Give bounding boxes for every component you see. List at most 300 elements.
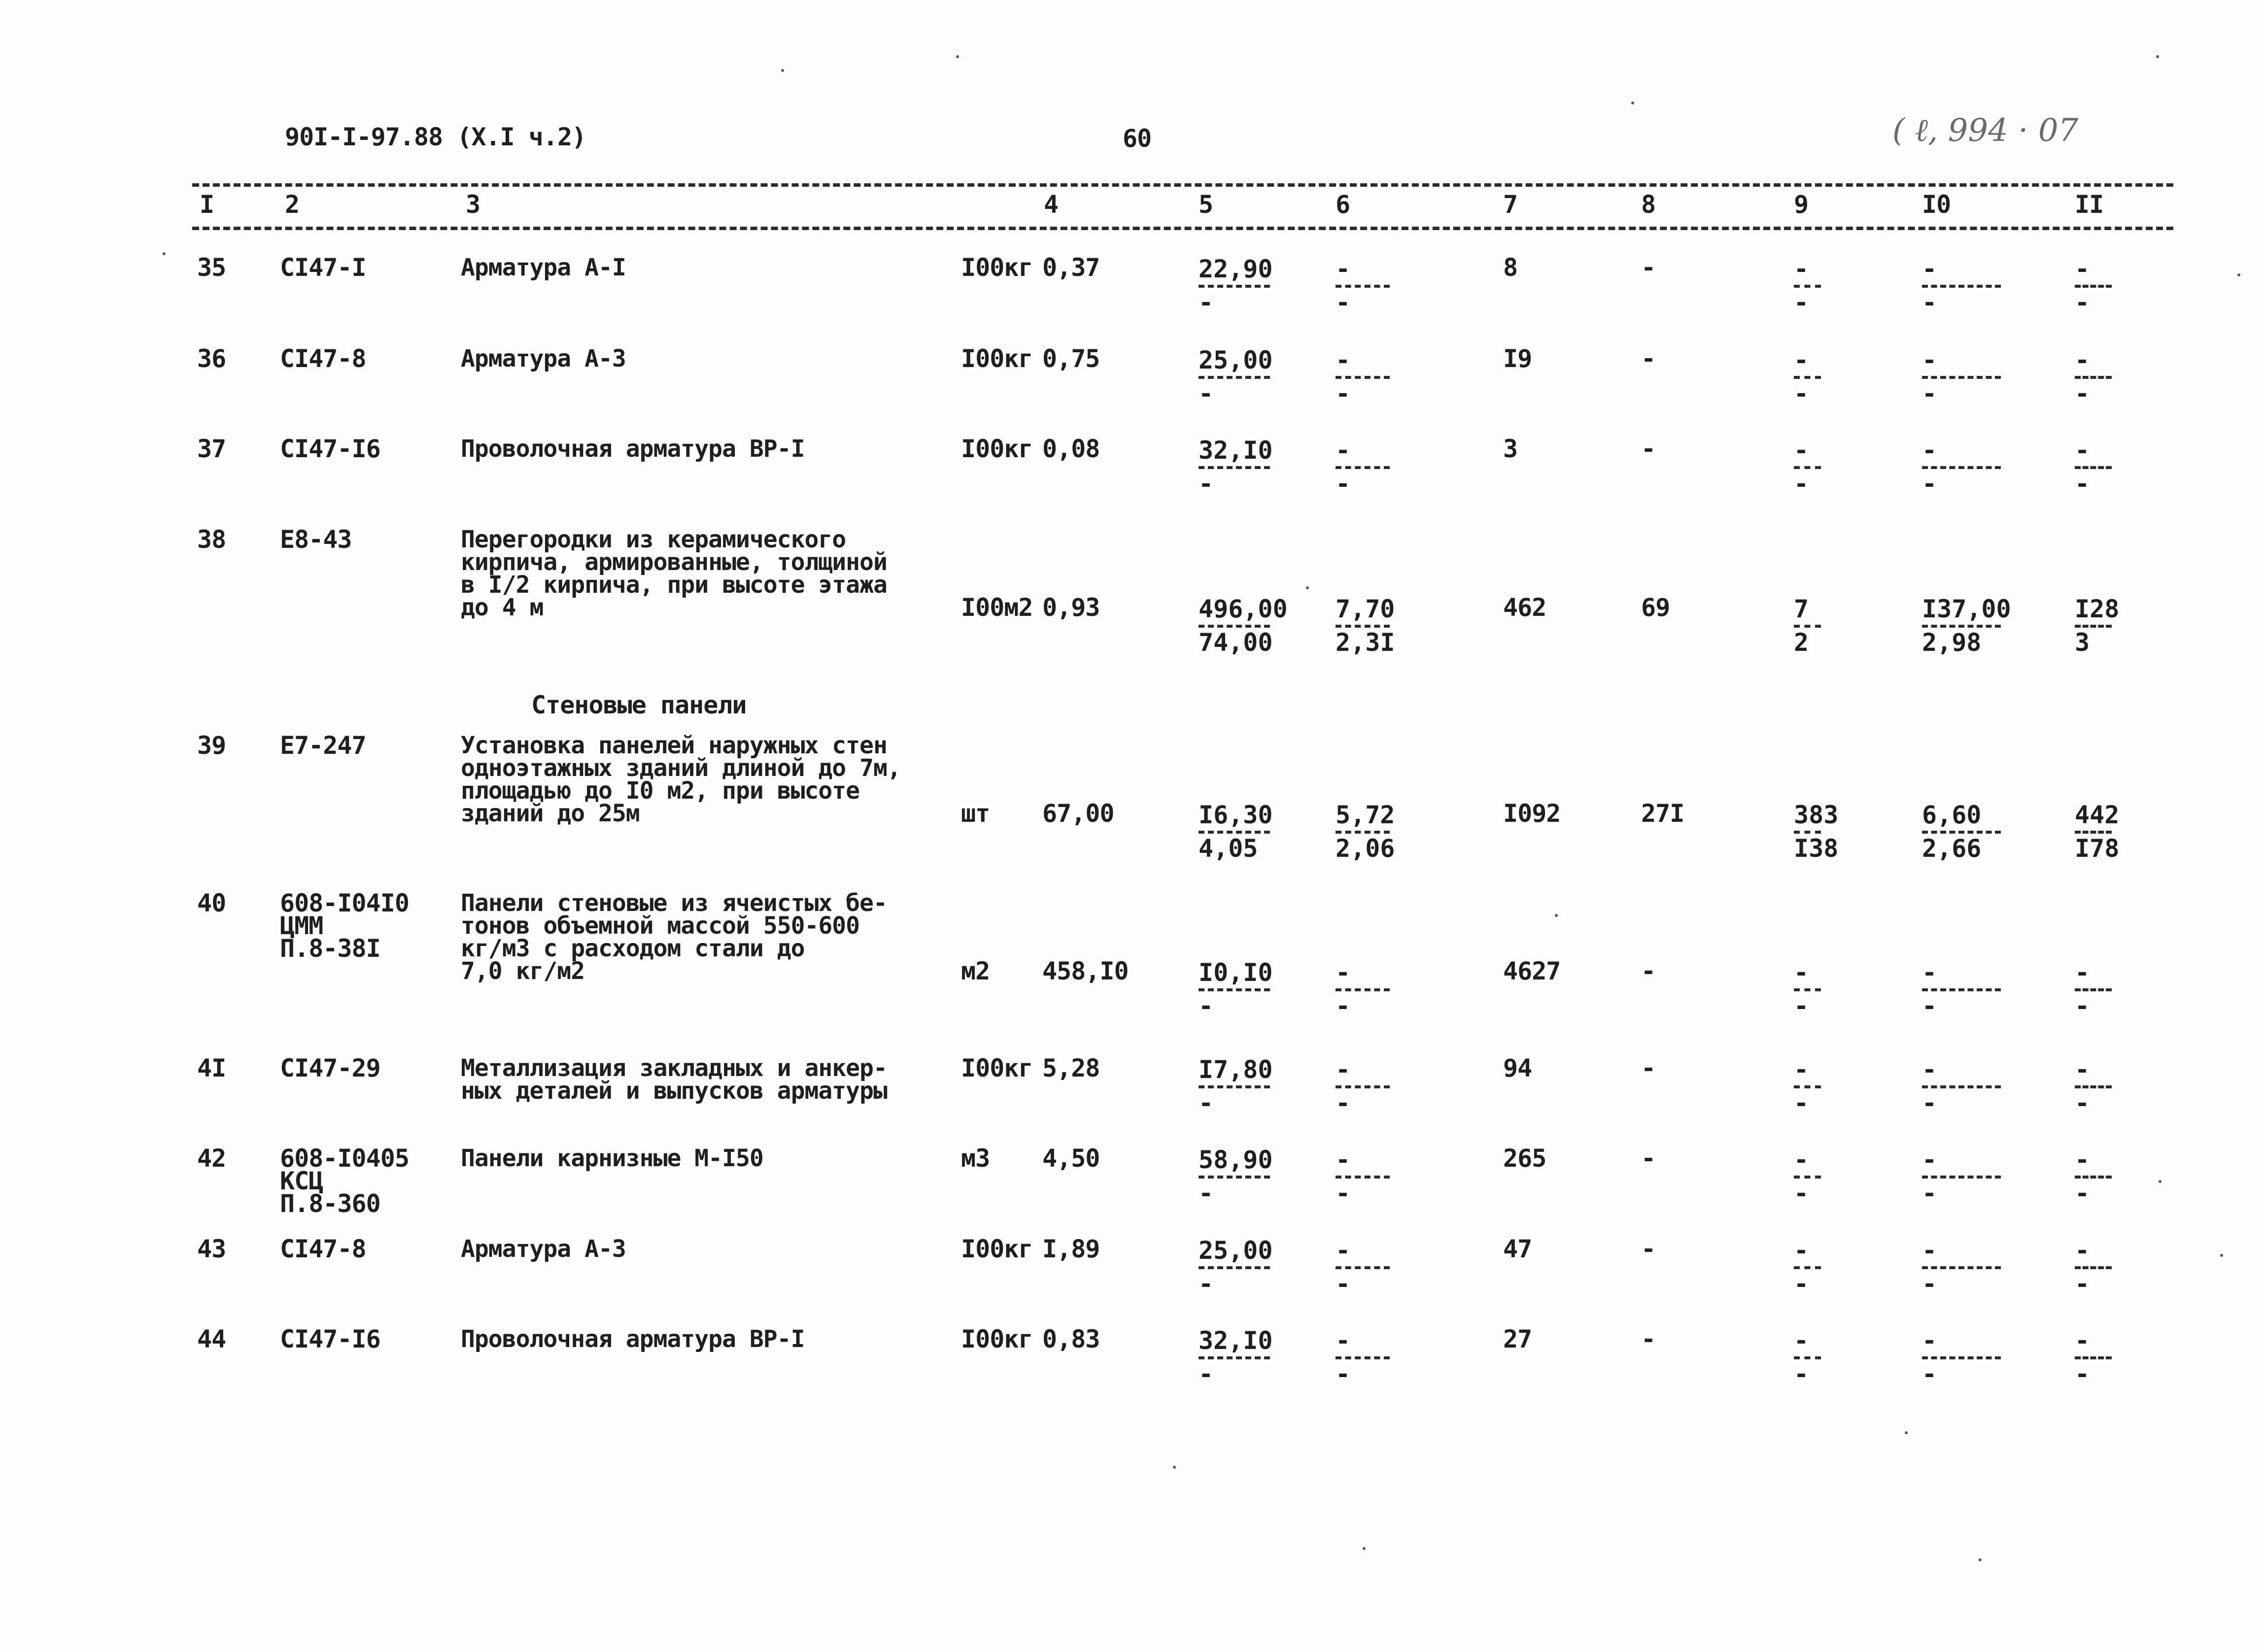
fraction-cell-c11 [2075,596,2119,655]
row-code: E7-247 [280,731,366,760]
row-number: 37 [197,435,226,463]
fraction-cell-c6 [1336,1147,1390,1206]
fraction-numerator: 32,I0 [1199,1326,1273,1355]
fraction-bar [2075,466,2112,469]
scan-speck [1363,1547,1366,1550]
fraction-numerator: 442 [2075,801,2120,829]
fraction-numerator: 383 [1794,801,1839,829]
row-quantity: 0,75 [1042,344,1100,373]
fraction-cell-c6 [1336,1328,1390,1387]
fraction-numerator: I6,30 [1199,801,1273,829]
fraction-denominator: - [1199,992,1214,1020]
fraction-bar [1922,831,2001,834]
fraction-denominator: - [2075,992,2090,1020]
fraction-bar [1199,831,1270,834]
fraction-bar [1199,1176,1270,1179]
fraction-denominator: - [1199,1270,1214,1298]
row-unit: м2 [961,957,990,985]
column-header-10: I0 [1922,190,1951,219]
column-header-5: 5 [1199,190,1213,219]
row-col8: 27I [1641,799,1684,828]
scan-speck [956,55,959,58]
fraction-bar [1794,1176,1821,1179]
fraction-bar [1922,466,2001,469]
row-col7: I9 [1503,344,1532,373]
fraction-denominator: - [1922,1179,1937,1208]
fraction-bar [1199,625,1270,628]
row-number: 39 [197,731,226,760]
row-col8: - [1641,957,1656,985]
fraction-numerator: - [1336,1055,1351,1084]
fraction-numerator: - [1794,436,1809,465]
fraction-denominator: I78 [2075,834,2120,863]
fraction-numerator: - [1336,958,1351,987]
fraction-bar [1199,988,1270,991]
fraction-denominator: - [1336,288,1351,317]
fraction-numerator: - [2075,436,2090,465]
scan-speck [1555,914,1558,917]
fraction-numerator: - [1922,1326,1937,1355]
fraction-numerator: - [1922,436,1937,465]
column-header-9: 9 [1794,190,1809,219]
fraction-denominator: - [1794,379,1809,408]
row-unit: I00кг [961,1235,1033,1263]
fraction-bar [1336,988,1390,991]
column-header-8: 8 [1641,190,1656,219]
fraction-cell-c9 [1794,438,1821,497]
fraction-numerator: 25,00 [1199,1236,1273,1265]
row-description: Металлизация закладных и анкер- ных деталей и выпусков арматуры [461,1054,887,1105]
fraction-numerator: - [1336,436,1351,465]
row-quantity: 0,08 [1042,435,1100,463]
row-col7: I092 [1503,799,1561,828]
row-number: 44 [197,1325,226,1353]
fraction-denominator: - [1199,288,1214,317]
row-quantity: 458,I0 [1042,957,1129,985]
fraction-bar [1922,1176,2001,1179]
scan-speck [2237,273,2240,276]
fraction-cell-c6 [1336,596,1395,655]
fraction-cell-c9 [1794,1238,1821,1297]
fraction-denominator: - [1199,1179,1214,1208]
fraction-cell-c11 [2075,960,2112,1019]
fraction-bar [1199,285,1270,288]
column-header-4: 4 [1044,190,1059,219]
fraction-numerator: 25,00 [1199,346,1273,374]
fraction-bar [2075,1085,2112,1088]
row-description: Арматура А-3 [461,345,626,372]
fraction-cell-c10 [1922,438,2001,497]
fraction-denominator: - [1794,1089,1809,1117]
fraction-numerator: I37,00 [1922,595,2011,623]
fraction-denominator: 2,98 [1922,628,1982,657]
row-quantity: I,89 [1042,1235,1100,1263]
row-col8: - [1641,1054,1656,1082]
fraction-denominator: - [1922,1089,1937,1117]
row-code: E8-43 [280,525,352,554]
fraction-bar [1336,1176,1390,1179]
fraction-bar [1336,1085,1390,1088]
fraction-bar [2075,1356,2112,1359]
row-col7: 462 [1503,593,1546,622]
fraction-bar [1199,1085,1270,1088]
row-col7: 8 [1503,253,1518,282]
fraction-numerator: - [1794,1326,1809,1355]
fraction-denominator: 74,00 [1199,628,1273,657]
fraction-cell-c6 [1336,802,1395,861]
fraction-bar [1794,625,1821,628]
row-col7: 94 [1503,1054,1532,1082]
column-header-3: 3 [466,190,480,219]
fraction-numerator: I0,I0 [1199,958,1273,987]
fraction-cell-c5 [1199,256,1273,315]
row-col8: 69 [1641,593,1670,622]
fraction-numerator: - [1336,1326,1351,1355]
row-code: 608-I0405 КСЦ П.8-360 [280,1144,409,1218]
fraction-numerator: - [1922,1146,1937,1174]
fraction-bar [2075,1176,2112,1179]
fraction-cell-c5 [1199,596,1288,655]
fraction-bar [1336,466,1390,469]
row-quantity: 67,00 [1042,799,1114,828]
row-quantity: 0,37 [1042,253,1100,282]
fraction-denominator: 4,05 [1199,834,1258,863]
fraction-denominator: - [2075,1270,2090,1298]
fraction-numerator: - [1336,346,1351,374]
fraction-denominator: - [1199,1089,1214,1117]
fraction-cell-c10 [1922,1328,2001,1387]
handwritten-note: ( ℓ, 994 · 07 [1892,112,2079,149]
fraction-denominator: - [1794,1179,1809,1208]
fraction-cell-c9 [1794,256,1821,315]
row-unit: I00кг [961,1325,1033,1353]
row-description: Проволочная арматура ВР-I [461,435,805,463]
page-number: 60 [1123,124,1152,153]
fraction-denominator: - [2075,1089,2090,1117]
scan-speck [1905,1431,1908,1434]
fraction-numerator: - [1794,1146,1809,1174]
fraction-numerator: - [2075,346,2090,374]
fraction-bar [1336,285,1390,288]
fraction-cell-c9 [1794,596,1821,655]
row-col8: - [1641,1144,1656,1173]
fraction-cell-c10 [1922,347,2001,406]
fraction-cell-c6 [1336,438,1390,497]
column-header-7: 7 [1503,190,1518,219]
scan-speck [1173,1466,1176,1469]
row-col7: 27 [1503,1325,1532,1353]
fraction-bar [1336,1356,1390,1359]
fraction-cell-c10 [1922,1057,2001,1116]
row-code: CI47-I [280,253,366,282]
fraction-cell-c10 [1922,596,2011,655]
fraction-bar [1922,1356,2001,1359]
fraction-cell-c5 [1199,438,1273,497]
row-unit: I00м2 [961,593,1033,622]
row-col7: 47 [1503,1235,1532,1263]
fraction-numerator: - [1922,255,1937,283]
row-description: Арматура А-I [461,254,626,281]
fraction-bar [1922,1085,2001,1088]
row-quantity: 4,50 [1042,1144,1100,1173]
row-number: 42 [197,1144,226,1173]
fraction-numerator: - [1794,1055,1809,1084]
row-col8: - [1641,1235,1656,1263]
fraction-cell-c5 [1199,802,1273,861]
fraction-bar [1336,831,1390,834]
fraction-cell-c11 [2075,1057,2112,1116]
fraction-cell-c6 [1336,960,1390,1019]
row-col8: - [1641,1325,1656,1353]
fraction-cell-c5 [1199,1147,1273,1206]
row-quantity: 5,28 [1042,1054,1100,1082]
fraction-cell-c5 [1199,1057,1273,1116]
column-header-6: 6 [1336,190,1350,219]
row-code: CI47-8 [280,1235,366,1263]
row-code: 608-I04I0 ЦММ П.8-38I [280,889,409,963]
fraction-bar [2075,625,2112,628]
fraction-cell-c9 [1794,347,1821,406]
fraction-bar [1922,625,2001,628]
fraction-numerator: - [1922,1055,1937,1084]
fraction-bar [1794,831,1821,834]
fraction-numerator: - [1922,1236,1937,1265]
row-number: 4I [197,1054,226,1082]
fraction-bar [1336,1266,1390,1269]
fraction-bar [2075,831,2112,834]
fraction-cell-c6 [1336,1238,1390,1297]
row-description: Арматура А-3 [461,1235,626,1263]
fraction-denominator: 2 [1794,628,1809,657]
fraction-numerator: - [1794,1236,1809,1265]
fraction-numerator: 22,90 [1199,255,1273,283]
fraction-cell-c11 [2075,1328,2112,1387]
row-code: CI47-29 [280,1054,380,1082]
fraction-cell-c11 [2075,438,2112,497]
fraction-denominator: 2,3I [1336,628,1395,657]
row-description: Панели стеновые из ячеистых бе- тонов объемной массой 550-600 кг/м3 с расходом стали до 7,0 кг/м2 [461,889,887,985]
fraction-cell-c10 [1922,1147,2001,1206]
fraction-numerator: - [2075,958,2090,987]
fraction-cell-c5 [1199,347,1273,406]
row-code: CI47-8 [280,344,366,373]
fraction-numerator: - [1336,1236,1351,1265]
scan-speck [163,252,166,255]
fraction-bar [1794,1266,1821,1269]
fraction-cell-c9 [1794,802,1838,861]
fraction-cell-c10 [1922,802,2001,861]
fraction-bar [2075,376,2112,379]
fraction-bar [2075,1266,2112,1269]
header-rule-top [192,183,2173,187]
row-unit: I00кг [961,253,1033,282]
column-header-1: I [200,190,214,219]
row-description: Установка панелей наружных стен одноэтажных зданий длиной до 7м, площадью до I0 м2, при высоте зданий до 25м [461,732,901,827]
fraction-denominator: - [1336,1270,1351,1298]
fraction-numerator: - [2075,1326,2090,1355]
row-description: Панели карнизные М-I50 [461,1145,763,1172]
row-col8: - [1641,253,1656,282]
fraction-numerator: - [2075,255,2090,283]
fraction-numerator: - [1922,958,1937,987]
fraction-cell-c9 [1794,1328,1821,1387]
fraction-numerator: - [1336,255,1351,283]
fraction-denominator: 2,06 [1336,834,1395,863]
fraction-denominator: 3 [2075,628,2090,657]
fraction-bar [1336,625,1390,628]
fraction-denominator: - [1922,288,1937,317]
fraction-cell-c5 [1199,1328,1273,1387]
fraction-bar [1199,1356,1270,1359]
fraction-bar [1922,285,2001,288]
scan-speck [1631,101,1634,104]
fraction-bar [1922,1266,2001,1269]
fraction-bar [1922,988,2001,991]
row-description: Проволочная арматура ВР-I [461,1325,805,1353]
fraction-denominator: - [1336,992,1351,1020]
fraction-numerator: - [1794,958,1809,987]
fraction-denominator: - [1922,379,1937,408]
row-col7: 4627 [1503,957,1561,985]
fraction-numerator: - [1794,346,1809,374]
fraction-numerator: 496,00 [1199,595,1288,623]
fraction-denominator: - [1336,470,1351,498]
fraction-denominator: - [1336,1179,1351,1208]
fraction-numerator: I7,80 [1199,1055,1273,1084]
fraction-cell-c5 [1199,1238,1273,1297]
fraction-cell-c5 [1199,960,1273,1019]
fraction-denominator: - [2075,288,2090,317]
fraction-denominator: - [2075,1360,2090,1388]
fraction-cell-c10 [1922,1238,2001,1297]
fraction-denominator: - [1922,1270,1937,1298]
fraction-numerator: 6,60 [1922,801,1982,829]
row-col8: - [1641,435,1656,463]
row-number: 36 [197,344,226,373]
fraction-numerator: 58,90 [1199,1146,1273,1174]
fraction-denominator: - [1922,992,1937,1020]
row-col7: 3 [1503,435,1518,463]
row-unit: I00кг [961,435,1033,463]
fraction-numerator: - [1794,255,1809,283]
header-rule-bottom [192,227,2173,230]
fraction-numerator: 7 [1794,595,1809,623]
fraction-denominator: - [1922,1360,1937,1388]
fraction-denominator: - [1199,1360,1214,1388]
fraction-cell-c10 [1922,256,2001,315]
fraction-cell-c11 [2075,802,2119,861]
fraction-cell-c10 [1922,960,2001,1019]
scan-speck [2220,1254,2223,1257]
fraction-bar [2075,988,2112,991]
fraction-bar [1199,466,1270,469]
row-col8: - [1641,344,1656,373]
fraction-denominator: - [1336,1089,1351,1117]
fraction-cell-c6 [1336,256,1390,315]
fraction-bar [1199,376,1270,379]
fraction-cell-c11 [2075,256,2112,315]
fraction-numerator: - [2075,1055,2090,1084]
scan-speck [781,69,784,72]
fraction-bar [2075,285,2112,288]
row-unit: I00кг [961,1054,1033,1082]
fraction-denominator: I38 [1794,834,1839,863]
row-code: CI47-I6 [280,435,380,463]
fraction-denominator: - [2075,379,2090,408]
document-code: 90I-I-97.88 (X.I ч.2) [285,123,586,151]
fraction-denominator: - [2075,470,2090,498]
scan-speck [2156,55,2159,58]
scan-speck [1979,1558,1982,1561]
row-quantity: 0,83 [1042,1325,1100,1353]
fraction-denominator: - [1336,379,1351,408]
row-unit: м3 [961,1144,990,1173]
fraction-bar [1794,466,1821,469]
fraction-numerator: - [2075,1146,2090,1174]
fraction-cell-c9 [1794,960,1821,1019]
fraction-bar [1794,988,1821,991]
fraction-denominator: - [1199,379,1214,408]
row-unit: шт [961,799,990,828]
scan-speck [1306,586,1309,589]
fraction-bar [1199,1266,1270,1269]
column-header-11: II [2075,190,2104,219]
fraction-numerator: I28 [2075,595,2120,623]
fraction-numerator: - [1336,1146,1351,1174]
fraction-bar [1336,376,1390,379]
row-description: Перегородки из керамического кирпича, армированные, толщиной в I/2 кирпича, при высоте этажа до 4 м [461,526,887,621]
fraction-bar [1794,1356,1821,1359]
fraction-denominator: - [1794,992,1809,1020]
fraction-cell-c6 [1336,1057,1390,1116]
fraction-bar [1794,285,1821,288]
fraction-denominator: - [1199,470,1214,498]
row-unit: I00кг [961,344,1033,373]
row-number: 38 [197,525,226,554]
fraction-cell-c11 [2075,1147,2112,1206]
fraction-denominator: - [1794,288,1809,317]
fraction-denominator: - [2075,1179,2090,1208]
fraction-denominator: - [1922,470,1937,498]
fraction-cell-c11 [2075,1238,2112,1297]
scan-speck [2159,1180,2161,1183]
fraction-denominator: - [1336,1360,1351,1388]
fraction-bar [1922,376,2001,379]
column-header-2: 2 [285,190,300,219]
fraction-denominator: - [1794,1360,1809,1388]
fraction-cell-c11 [2075,347,2112,406]
fraction-bar [1794,1085,1821,1088]
fraction-numerator: 32,I0 [1199,436,1273,465]
row-number: 40 [197,889,226,917]
row-number: 43 [197,1235,226,1263]
fraction-numerator: 5,72 [1336,801,1395,829]
row-quantity: 0,93 [1042,593,1100,622]
row-code: CI47-I6 [280,1325,380,1353]
row-col7: 265 [1503,1144,1546,1173]
fraction-numerator: - [2075,1236,2090,1265]
fraction-bar [1794,376,1821,379]
row-number: 35 [197,253,226,282]
fraction-cell-c6 [1336,347,1390,406]
fraction-denominator: - [1794,1270,1809,1298]
fraction-cell-c9 [1794,1057,1821,1116]
fraction-numerator: 7,70 [1336,595,1395,623]
fraction-cell-c9 [1794,1147,1821,1206]
fraction-denominator: 2,66 [1922,834,1982,863]
section-heading: Стеновые панели [531,691,747,719]
fraction-denominator: - [1794,470,1809,498]
